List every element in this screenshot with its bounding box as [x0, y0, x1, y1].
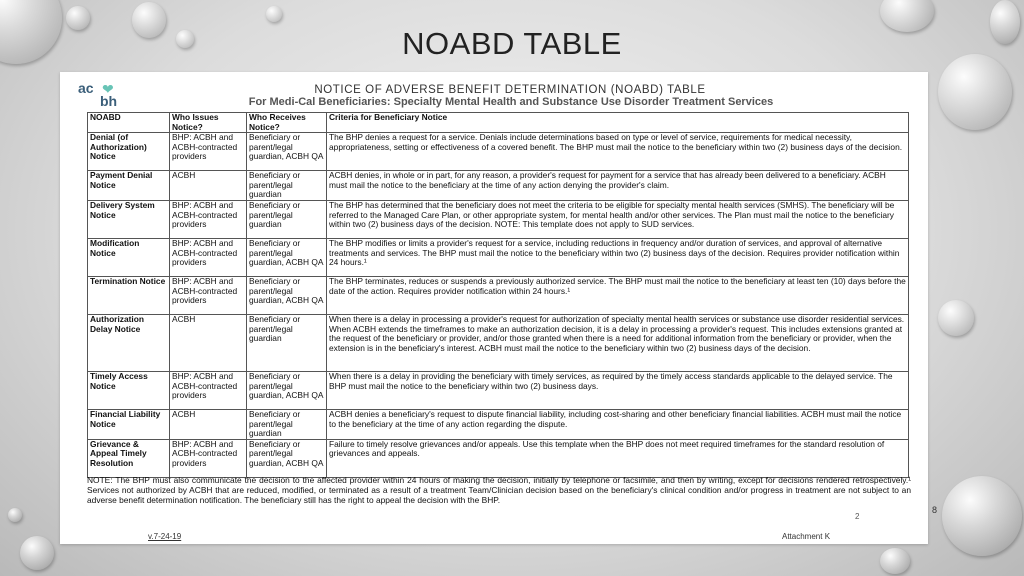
- table-row: [88, 439, 909, 477]
- column-header-criteria: Criteria for Beneficiary Notice: [327, 113, 909, 133]
- who-issues: ACBH: [170, 315, 247, 372]
- table-row: [88, 239, 909, 277]
- who-receives: Beneficiary or parent/legal guardian, ACBH QA: [247, 133, 327, 171]
- water-drop: [942, 476, 1022, 556]
- who-receives: Beneficiary or parent/legal guardian: [247, 171, 327, 201]
- heart-icon: ❤: [102, 81, 114, 97]
- document-subtitle: For Medi-Cal Beneficiaries: Specialty Mental Health and Substance Use Disorder Treatment Services: [248, 96, 774, 108]
- who-receives: Beneficiary or parent/legal guardian: [247, 315, 327, 372]
- who-receives: Beneficiary or parent/legal guardian, ACBH QA: [247, 372, 327, 410]
- table-row: [88, 372, 909, 410]
- criteria: The BHP denies a request for a service. Denials include determinations based on type or level of service, requirements for medical necessity, appropriateness, setting or effectiveness of a covered benefit. The BHP must mail the notice to the beneficiary within two (2) business days of the decision.: [327, 133, 909, 171]
- attachment-label: Attachment K: [782, 532, 831, 541]
- criteria: The BHP has determined that the beneficiary does not meet the criteria to be eligible for specialty mental health services (SMHS). The beneficiary will be referred to the Managed Care Plan, or other appropriate system, for mental health and/or other services. The Plan must mail the notice to the beneficiary within two (2) business days of the decision. NOTE: This template does not apply to SUD services.: [327, 201, 909, 239]
- who-receives: Beneficiary or parent/legal guardian, ACBH QA: [247, 239, 327, 277]
- who-receives: Beneficiary or parent/legal guardian, ACBH QA: [247, 277, 327, 315]
- water-drop: [266, 6, 282, 22]
- notice-name: Termination Notice: [88, 277, 170, 315]
- acbh-logo: [78, 80, 150, 110]
- criteria: When there is a delay in providing the beneficiary with timely services, as required by the timely access standards applicable to the delayed service. The BHP must mail the notice to the beneficiary within two (2) business days.: [327, 372, 909, 410]
- criteria: ACBH denies, in whole or in part, for any reason, a provider's request for payment for a service that has already been delivered to a beneficiary. ACBH must mail the notice to the beneficiary at the time of any action denying the provider's claim.: [327, 171, 909, 201]
- criteria: When there is a delay in processing a provider's request for authorization of specialty mental health services or substance use disorder residential services. When ACBH extends the timeframes to make an authorization decision, it is a delay in processing a provider's request. This includes extensions granted at the request of the beneficiary or provider, and/or those granted when there is a need for additional information from the beneficiary or provider, when the extension is in the beneficiary's interest. ACBH must mail the notice to the beneficiary within two (2) business days of the decision.: [327, 315, 909, 372]
- who-receives: Beneficiary or parent/legal guardian, ACBH QA: [247, 439, 327, 477]
- notice-name: Timely Access Notice: [88, 372, 170, 410]
- version-label: v.7-24-19: [148, 532, 182, 541]
- criteria: ACBH denies a beneficiary's request to dispute financial liability, including cost-sharing and other beneficiary financial liabilities. ACBH must mail the notice to the beneficiary at the time of any action regarding the dispute.: [327, 410, 909, 440]
- who-receives: Beneficiary or parent/legal guardian: [247, 410, 327, 440]
- table-row: [88, 315, 909, 372]
- who-issues: ACBH: [170, 410, 247, 440]
- criteria: The BHP modifies or limits a provider's request for a service, including reductions in frequency and/or duration of services, and approval of alternative treatments and services. The BHP must mail the notice to the beneficiary within two (2) business days of the decision. Requires provider notification within 24 hours.¹: [327, 239, 909, 277]
- table-footnote: NOTE: The BHP must also communicate the decision to the affected provider within 24 hours of making the decision, initially by telephone or facsimile, and then by writing, except for decisions rendered retrospectively.¹ Services not authorized by ACBH that are reduced, modified, or terminated as a result of a treatment Team/Clinician decision based on the beneficiary's clinical condition and/or progress in treatment are not subject to an adverse benefit determination notification. The beneficiary still has the right to appeal the decision with the BHP.: [87, 475, 911, 505]
- who-issues: BHP: ACBH and ACBH-contracted providers: [170, 239, 247, 277]
- water-drop: [880, 548, 910, 574]
- table-header-row: [88, 113, 909, 133]
- notice-name: Modification Notice: [88, 239, 170, 277]
- document-image: [60, 72, 928, 544]
- column-header-who-receives: Who Receives Notice?: [247, 113, 327, 133]
- logo-text-top: ac: [78, 80, 94, 96]
- notice-name: Denial (of Authorization) Notice: [88, 133, 170, 171]
- notice-name: Delivery System Notice: [88, 201, 170, 239]
- notice-name: Financial Liability Notice: [88, 410, 170, 440]
- slide-title: NOABD TABLE: [402, 26, 622, 61]
- table-row: [88, 133, 909, 171]
- who-issues: BHP: ACBH and ACBH-contracted providers: [170, 439, 247, 477]
- table-row: [88, 410, 909, 440]
- column-header-who-issues: Who Issues Notice?: [170, 113, 247, 133]
- water-drop: [938, 54, 1012, 130]
- water-drop: [20, 536, 54, 570]
- document-page-number: 2: [855, 512, 860, 521]
- column-header-noabd: NOABD: [88, 113, 170, 133]
- table-row: [88, 277, 909, 315]
- who-issues: ACBH: [170, 171, 247, 201]
- who-receives: Beneficiary or parent/legal guardian: [247, 201, 327, 239]
- who-issues: BHP: ACBH and ACBH-contracted providers: [170, 277, 247, 315]
- notice-name: Authorization Delay Notice: [88, 315, 170, 372]
- who-issues: BHP: ACBH and ACBH-contracted providers: [170, 201, 247, 239]
- notice-name: Grievance & Appeal Timely Resolution: [88, 439, 170, 477]
- criteria: The BHP terminates, reduces or suspends a previously authorized service. The BHP must mail the notice to the beneficiary at least ten (10) days before the date of the action. Requires provider notification within 24 hours.¹: [327, 277, 909, 315]
- notice-name: Payment Denial Notice: [88, 171, 170, 201]
- noabd-table: [87, 112, 909, 478]
- table-row: [88, 201, 909, 239]
- criteria: Failure to timely resolve grievances and/or appeals. Use this template when the BHP does not meet required timeframes for the standard resolution of grievances and appeals.: [327, 439, 909, 477]
- water-drop: [8, 508, 22, 522]
- table-row: [88, 171, 909, 201]
- document-title: NOTICE OF ADVERSE BENEFIT DETERMINATION (NOABD) TABLE: [314, 84, 706, 96]
- water-drop: [938, 300, 974, 336]
- who-issues: BHP: ACBH and ACBH-contracted providers: [170, 133, 247, 171]
- logo-text-bottom: bh: [100, 93, 118, 109]
- who-issues: BHP: ACBH and ACBH-contracted providers: [170, 372, 247, 410]
- slide-number: 8: [932, 505, 938, 515]
